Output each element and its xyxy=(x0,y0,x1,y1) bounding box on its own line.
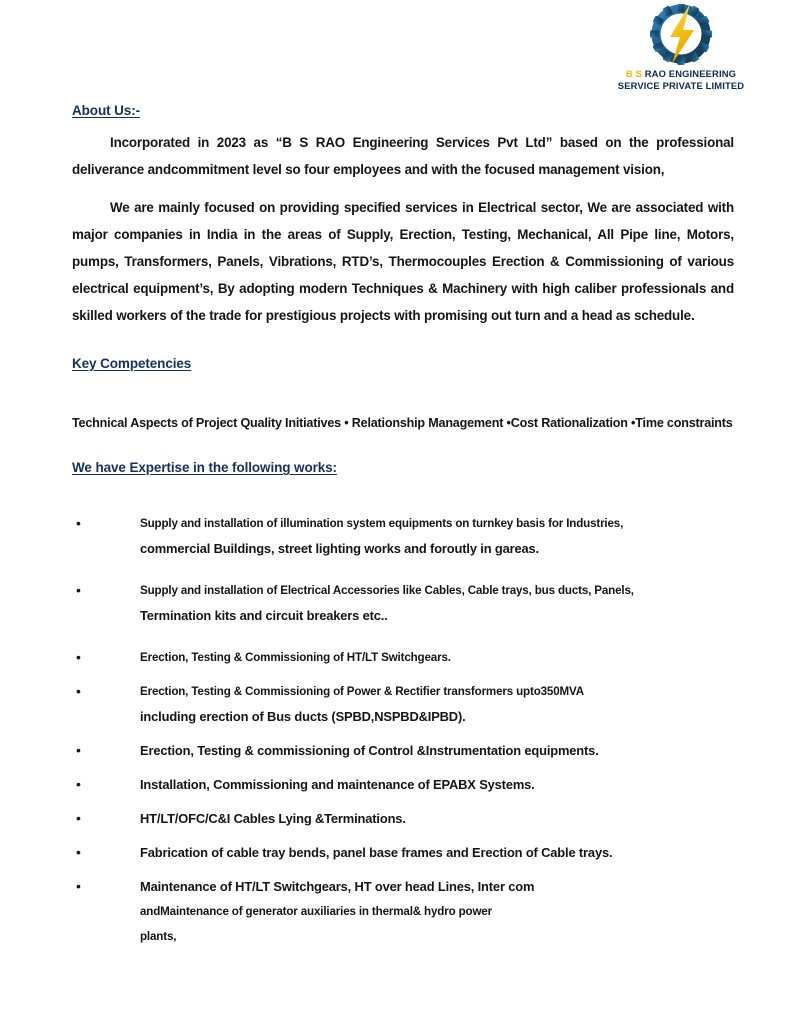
about-paragraph-1-text: Incorporated in 2023 as “B S RAO Engineering Services Pvt Ltd” based on the professional deliverance andcommitment level so four employees and with the focused management vision, xyxy=(72,135,734,177)
bullet-icon: • xyxy=(76,878,81,894)
bullet-icon: • xyxy=(76,776,81,792)
list-spacer xyxy=(72,797,734,806)
about-paragraph-1 xyxy=(72,129,734,183)
list-item-line: Installation, Commissioning and maintenance of EPABX Systems. xyxy=(140,777,535,792)
expertise-list xyxy=(72,511,734,958)
expertise-heading-row xyxy=(72,459,734,477)
bullet-icon: • xyxy=(76,683,81,699)
bullet-icon: • xyxy=(76,844,81,860)
key-competencies-heading: Key Competencies xyxy=(72,356,192,371)
list-item-line: Termination kits and circuit breakers etc.. xyxy=(140,608,388,623)
key-competencies-heading-row xyxy=(72,355,734,373)
list-item-line: including erection of Bus ducts (SPBD,NSPBD&IPBD). xyxy=(140,709,466,724)
list-spacer xyxy=(72,729,734,738)
list-item-line: andMaintenance of generator auxiliaries in thermal& hydro power xyxy=(140,905,492,918)
list-item-line: Erection, Testing & commissioning of Control &Instrumentation equipments. xyxy=(140,743,599,758)
bullet-icon: • xyxy=(76,742,81,758)
bullet-icon: • xyxy=(76,515,81,531)
list-item-line: Erection, Testing & Commissioning of HT/LT Switchgears. xyxy=(140,651,451,664)
list-item-line: Fabrication of cable tray bends, panel base frames and Erection of Cable trays. xyxy=(140,845,613,860)
list-item-line: Supply and installation of illumination system equipments on turnkey basis for Industries, xyxy=(140,517,624,530)
list-spacer xyxy=(72,865,734,874)
list-item-line: plants, xyxy=(140,930,177,943)
bullet-icon: • xyxy=(76,810,81,826)
list-spacer xyxy=(72,831,734,840)
company-name-line-2: SERVICE PRIVATE LIMITED xyxy=(617,80,745,91)
list-item xyxy=(72,738,734,763)
list-item-line: Supply and installation of Electrical Accessories like Cables, Cable trays, bus ducts, Panels, xyxy=(140,584,634,597)
list-item-line: HT/LT/OFC/C&I Cables Lying &Terminations. xyxy=(140,811,406,826)
list-spacer xyxy=(72,670,734,679)
about-paragraph-2-text: We are mainly focused on providing specified services in Electrical sector, We are associated with major companies in India in the areas of Supply, Erection, Testing, Mechanical, All Pipe line, Motors, pumps, Transformers, Panels, Vibrations, RTD’s, Thermocouples Erection & Commissioning of various electrical equipment’s, By adopting modern Techniques & Machinery with high caliber professionals and skilled workers of the trade for prestigious projects with promising out turn and a head as schedule. xyxy=(72,200,734,323)
list-item-line: Erection, Testing & Commissioning of Power & Rectifier transformers upto350MVA xyxy=(140,685,584,698)
expertise-heading: We have Expertise in the following works: xyxy=(72,460,337,475)
company-initials: B S xyxy=(625,68,642,79)
list-item xyxy=(72,772,734,797)
document-body xyxy=(72,0,737,958)
bullet-icon: • xyxy=(76,582,81,598)
list-spacer xyxy=(72,763,734,772)
company-name-rest: RAO ENGINEERING xyxy=(644,68,737,79)
list-item xyxy=(72,645,734,670)
list-item-line: commercial Buildings, street lighting works and foroutly in gareas. xyxy=(140,541,539,556)
list-item xyxy=(72,840,734,865)
bullet-icon: • xyxy=(76,649,81,665)
about-paragraph-2 xyxy=(72,194,734,329)
list-item-line: Maintenance of HT/LT Switchgears, HT over head Lines, Inter com xyxy=(140,879,535,894)
list-item xyxy=(72,806,734,831)
list-item xyxy=(72,679,734,729)
list-item xyxy=(72,874,734,949)
about-us-heading-row xyxy=(72,102,734,120)
list-item xyxy=(72,578,734,628)
list-item xyxy=(72,511,734,561)
about-us-heading: About Us:- xyxy=(72,103,140,118)
competencies-line: Technical Aspects of Project Quality Initiatives • Relationship Management •Cost Rationalization •Time constraints xyxy=(72,416,733,430)
list-spacer xyxy=(72,561,734,578)
list-spacer xyxy=(72,949,734,958)
list-spacer xyxy=(72,628,734,645)
